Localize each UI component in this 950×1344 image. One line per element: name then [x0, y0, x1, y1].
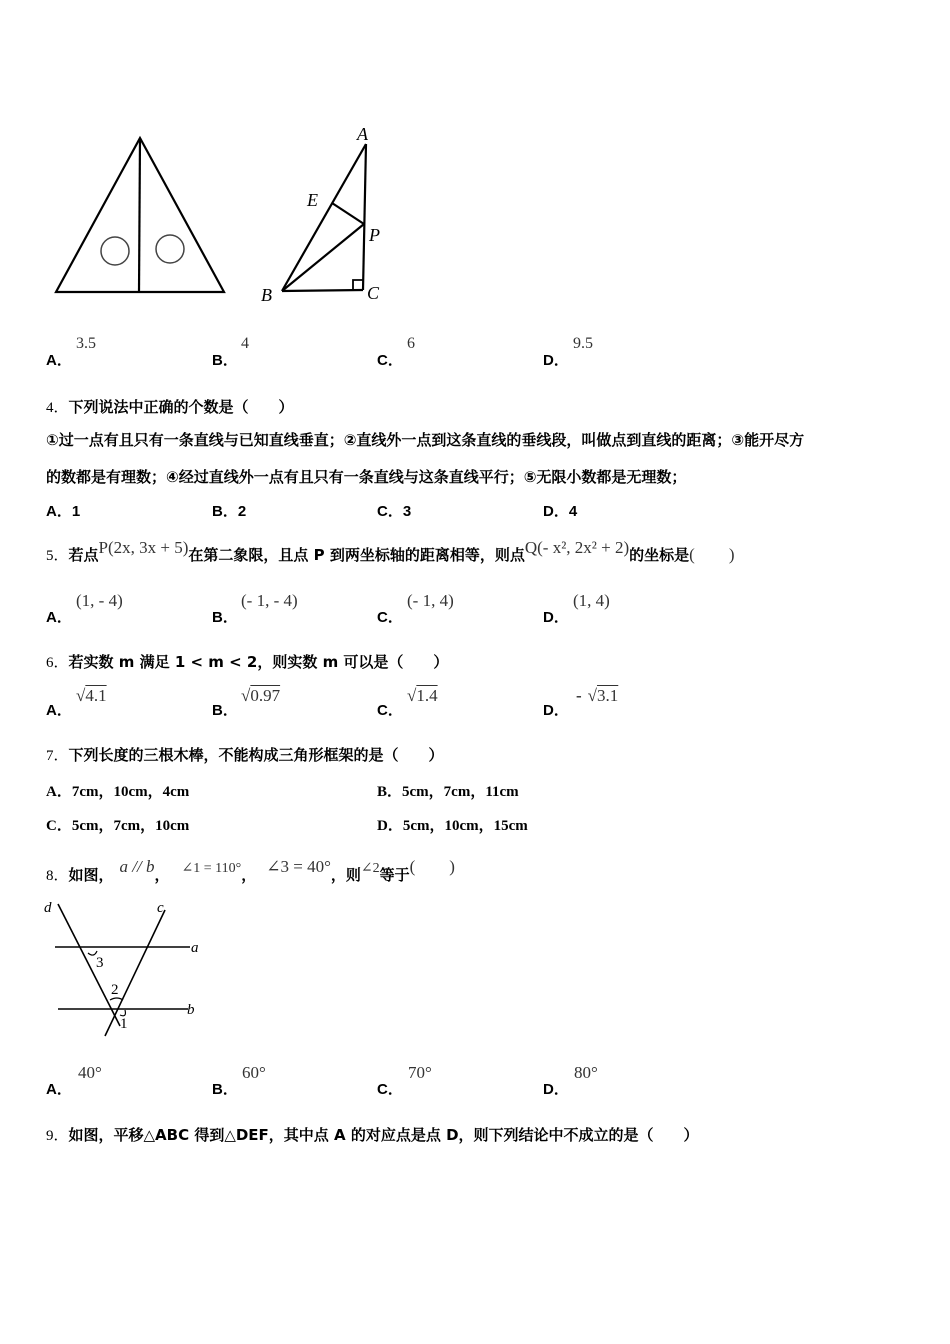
q8-number: 8． — [46, 868, 69, 884]
q8-expr-angle2: ∠2 — [360, 861, 380, 876]
q8-option-c-letter: C． — [377, 1081, 403, 1098]
q8-text-3: 等于 — [379, 866, 410, 884]
q5-number: 5． — [46, 548, 69, 564]
q8-text-1: 如图， — [68, 866, 114, 884]
q6-option-b-value: √0.97 — [241, 686, 281, 705]
q9-stem — [46, 1124, 699, 1145]
folded-triangle-figure — [50, 130, 230, 300]
q8-option-a-value: 40° — [78, 1063, 102, 1082]
q8-stem — [46, 857, 455, 885]
q5-option-b-value: (- 1, - 4) — [241, 591, 298, 610]
q8-option-b-value: 60° — [242, 1063, 266, 1082]
q4-statement-line-2: 的数都是有理数；④经过直线外一点有且只有一条直线与这条直线平行；⑤无限小数都是无理数； — [46, 468, 687, 486]
q5-point-p-expr: P(2x, 3x + 5) — [98, 538, 189, 557]
q8-option-b-letter: B． — [212, 1081, 238, 1098]
q3-option-c-letter: C． — [377, 352, 403, 369]
q5-point-q-expr: Q(- x², 2x² + 2) — [524, 538, 630, 557]
angle-label-1: 1 — [120, 1016, 128, 1032]
q5-option-a-value: (1, - 4) — [76, 591, 123, 610]
q5-text-3: 的坐标是 — [629, 546, 690, 564]
q5-text-1: 若点 — [68, 546, 99, 564]
q4-statement-line-1: ①过一点有且只有一条直线与已知直线垂直；②直线外一点到这条直线的垂线段，叫做点到直线的距离；③能开尽方 — [46, 431, 805, 449]
q3-option-c-value: 6 — [407, 335, 415, 352]
line-label-d: d — [44, 900, 52, 916]
angle-label-3: 3 — [96, 955, 104, 971]
q6-number: 6． — [46, 655, 69, 671]
q5-option-a-letter: A． — [46, 609, 72, 626]
label-C: C — [367, 283, 380, 303]
parallel-lines-figure — [40, 896, 210, 1046]
angle-label-2: 2 — [111, 982, 119, 998]
q8-option-d-letter: D． — [543, 1081, 569, 1098]
q5-option-d-value: (1, 4) — [573, 591, 610, 610]
q6-option-c-value: √1.4 — [407, 686, 438, 705]
q4-option-d: D．4 — [543, 503, 578, 520]
q7-stem — [46, 744, 444, 765]
label-A: A — [357, 124, 368, 144]
q8-option-c-value: 70° — [408, 1063, 432, 1082]
q7-option-b: B．5cm，7cm，11cm — [377, 784, 519, 800]
q9-stem-text: 如图，平移△ABC 得到△DEF，其中点 A 的对应点是点 D，则下列结论中不成立的是（ ） — [68, 1126, 699, 1144]
q3-option-b-letter: B． — [212, 352, 238, 369]
q8-text-2: ，则 — [330, 866, 361, 884]
q3-option-d-letter: D． — [543, 352, 569, 369]
q5-option-d-letter: D． — [543, 609, 569, 626]
q5-option-c-letter: C． — [377, 609, 403, 626]
q3-option-b-value: 4 — [241, 335, 249, 352]
q4-stem — [46, 396, 294, 417]
q5-option-b-letter: B． — [212, 609, 238, 626]
line-label-a: a — [191, 940, 199, 956]
q8-answer-paren: ( ) — [409, 857, 455, 876]
q5-option-c-value: (- 1, 4) — [407, 591, 454, 610]
label-E: E — [307, 190, 318, 210]
q7-option-c: C．5cm，7cm，10cm — [46, 818, 190, 834]
q7-number: 7． — [46, 748, 69, 764]
q6-option-b-letter: B． — [212, 702, 238, 719]
q7-option-d: D．5cm，10cm，15cm — [377, 818, 528, 834]
q8-expr-parallel: a // b — [119, 857, 155, 876]
q8-expr-angle1: ∠1 = 110° — [181, 861, 242, 876]
q5-text-2: 在第二象限，且点 P 到两坐标轴的距离相等，则点 — [188, 546, 525, 564]
q3-option-a-letter: A． — [46, 352, 72, 369]
q8-option-a-letter: A． — [46, 1081, 72, 1098]
q4-number: 4． — [46, 400, 69, 416]
q6-stem-text: 若实数 m 满足 1 < m < 2，则实数 m 可以是（ ） — [68, 653, 449, 671]
q9-number: 9． — [46, 1128, 69, 1144]
label-B: B — [261, 285, 272, 305]
q6-option-a-value: √4.1 — [76, 686, 107, 705]
q8-comma-2: ， — [241, 866, 257, 884]
q7-option-a: A．7cm，10cm，4cm — [46, 784, 190, 800]
q8-option-d-value: 80° — [574, 1063, 598, 1082]
q7-stem-text: 下列长度的三根木棒，不能构成三角形框架的是（ ） — [68, 746, 444, 764]
q6-option-c-letter: C． — [377, 702, 403, 719]
q8-comma-1: ， — [154, 866, 170, 884]
q3-option-d-value: 9.5 — [573, 335, 593, 352]
q6-option-d-letter: D． — [543, 702, 569, 719]
q4-option-a: A．1 — [46, 503, 81, 520]
q5-answer-paren: ( ) — [689, 545, 735, 564]
q4-option-c: C．3 — [377, 503, 412, 520]
line-label-b: b — [187, 1002, 195, 1018]
q5-stem — [46, 540, 735, 565]
line-label-c: c — [157, 900, 164, 916]
q6-stem — [46, 651, 448, 672]
q4-stem-text: 下列说法中正确的个数是（ ） — [68, 398, 294, 416]
label-P: P — [369, 225, 380, 245]
q6-option-d-value: - √3.1 — [576, 686, 619, 705]
q8-expr-angle3: ∠3 = 40° — [266, 857, 331, 876]
q3-option-a-value: 3.5 — [76, 335, 96, 352]
q4-option-b: B．2 — [212, 503, 247, 520]
right-triangle-abc-figure — [255, 120, 395, 310]
q6-option-a-letter: A． — [46, 702, 72, 719]
